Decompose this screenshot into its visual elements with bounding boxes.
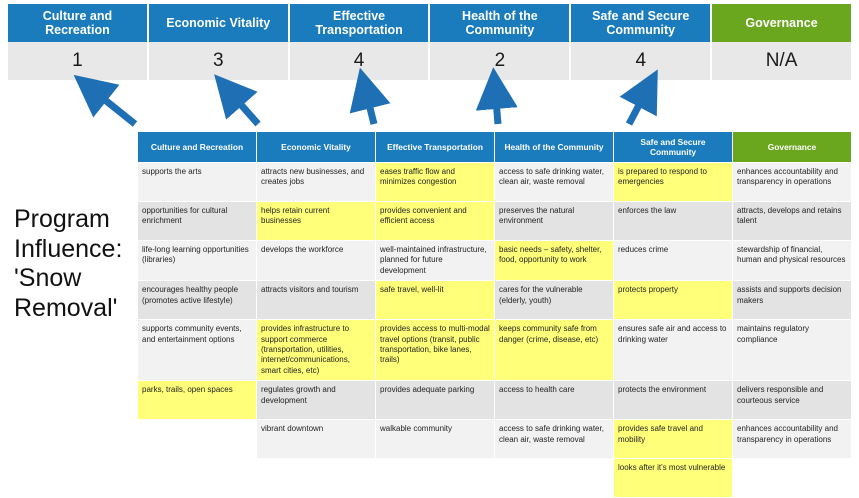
- matrix-header-row: [138, 132, 852, 163]
- table-row: [138, 281, 852, 320]
- score-governance: N/A: [712, 42, 851, 80]
- matrix-cell[interactable]: stewardship of financial, human and physical resources: [733, 241, 852, 281]
- table-row: [138, 459, 852, 498]
- matrix-cell[interactable]: keeps community safe from danger (crime, disease, etc): [495, 320, 614, 381]
- goal-header-effective-transportation[interactable]: [290, 4, 431, 42]
- matrix-cell[interactable]: enhances accountability and transparency in operations: [733, 420, 852, 459]
- matrix-cell[interactable]: reduces crime: [614, 241, 733, 281]
- program-influence-caption: Program Influence: 'Snow Removal': [14, 205, 123, 322]
- matrix-body: [138, 163, 852, 498]
- matrix-header-culture-and-recreation[interactable]: Culture and Recreation: [138, 132, 257, 163]
- matrix-cell[interactable]: develops the workforce: [257, 241, 376, 281]
- matrix-header-safe-and-secure-community[interactable]: Safe and Secure Community: [614, 132, 733, 163]
- matrix-header-health-of-the-community[interactable]: Health of the Community: [495, 132, 614, 163]
- matrix-cell[interactable]: maintains regulatory compliance: [733, 320, 852, 381]
- table-row: [138, 241, 852, 281]
- matrix-cell[interactable]: assists and supports decision makers: [733, 281, 852, 320]
- matrix-cell[interactable]: provides safe travel and mobility: [614, 420, 733, 459]
- matrix-cell[interactable]: access to safe drinking water, clean air, waste removal: [495, 420, 614, 459]
- matrix-header-governance[interactable]: Governance: [733, 132, 852, 163]
- goal-header-safe-and-secure-community[interactable]: [571, 4, 712, 42]
- goal-header-label: Governance: [745, 15, 818, 30]
- matrix-cell[interactable]: attracts, develops and retains talent: [733, 202, 852, 241]
- matrix-cell[interactable]: cares for the vulnerable (elderly, youth): [495, 281, 614, 320]
- matrix-cell[interactable]: attracts new businesses, and creates jobs: [257, 163, 376, 202]
- goal-header-culture-and-recreation[interactable]: [8, 4, 149, 42]
- matrix-cell[interactable]: supports the arts: [138, 163, 257, 202]
- goal-header-health-of-the-community[interactable]: [430, 4, 571, 42]
- arrow-up-left-icon-2: [228, 90, 258, 124]
- matrix-cell[interactable]: provides infrastructure to support commerce (transportation, utilities, internet/communications, smart cities, etc): [257, 320, 376, 381]
- matrix-cell[interactable]: is prepared to respond to emergencies: [614, 163, 733, 202]
- matrix-cell[interactable]: access to safe drinking water, clean air, waste removal: [495, 163, 614, 202]
- matrix-cell: [733, 459, 852, 498]
- goal-header-label: Safe and Secure Community: [592, 8, 690, 37]
- matrix-cell[interactable]: safe travel, well-lit: [376, 281, 495, 320]
- table-row: [138, 320, 852, 381]
- matrix-cell: [257, 459, 376, 498]
- matrix-cell: [495, 459, 614, 498]
- score-safe-and-secure-community: 4: [571, 42, 712, 80]
- table-row: [138, 163, 852, 202]
- matrix-cell[interactable]: regulates growth and development: [257, 381, 376, 420]
- table-row: [138, 202, 852, 241]
- matrix-cell: [138, 459, 257, 498]
- matrix-cell[interactable]: enforces the law: [614, 202, 733, 241]
- matrix-cell[interactable]: provides access to multi-modal travel options (transit, public transportation, bike lanes, trails): [376, 320, 495, 381]
- matrix-cell[interactable]: basic needs – safety, shelter, food, opportunity to work: [495, 241, 614, 281]
- matrix-header-economic-vitality[interactable]: Economic Vitality: [257, 132, 376, 163]
- goal-statement-matrix: [137, 131, 852, 498]
- arrow-up-left-icon-1: [90, 88, 135, 124]
- score-economic-vitality: 3: [149, 42, 290, 80]
- score-effective-transportation: 4: [290, 42, 431, 80]
- score-culture-and-recreation: 1: [8, 42, 149, 80]
- matrix-cell[interactable]: access to health care: [495, 381, 614, 420]
- matrix-cell[interactable]: life-long learning opportunities (libraries): [138, 241, 257, 281]
- matrix-header-effective-transportation[interactable]: Effective Transportation: [376, 132, 495, 163]
- table-row: [138, 381, 852, 420]
- goal-header-strip: [8, 4, 851, 42]
- matrix-cell[interactable]: enhances accountability and transparency in operations: [733, 163, 852, 202]
- score-health-of-the-community: 2: [430, 42, 571, 80]
- arrow-up-left-icon-4: [495, 88, 498, 124]
- matrix-cell[interactable]: well-maintained infrastructure, planned for future development: [376, 241, 495, 281]
- matrix-cell[interactable]: supports community events, and entertainment options: [138, 320, 257, 381]
- table-row: [138, 420, 852, 459]
- matrix-cell[interactable]: protects property: [614, 281, 733, 320]
- matrix-cell[interactable]: provides adequate parking: [376, 381, 495, 420]
- matrix-cell[interactable]: encourages healthy people (promotes active lifestyle): [138, 281, 257, 320]
- matrix-cell[interactable]: opportunities for cultural enrichment: [138, 202, 257, 241]
- goal-header-label: Culture and Recreation: [42, 8, 113, 37]
- matrix-cell[interactable]: ensures safe air and access to drinking water: [614, 320, 733, 381]
- matrix-cell[interactable]: eases traffic flow and minimizes congestion: [376, 163, 495, 202]
- matrix-cell[interactable]: looks after it's most vulnerable: [614, 459, 733, 498]
- goal-header-label: Effective Transportation: [315, 8, 403, 37]
- arrow-up-left-icon-5: [629, 88, 648, 124]
- matrix-cell[interactable]: walkable community: [376, 420, 495, 459]
- matrix-cell[interactable]: helps retain current businesses: [257, 202, 376, 241]
- matrix-cell: [376, 459, 495, 498]
- arrow-up-left-icon-3: [365, 88, 374, 124]
- matrix-cell[interactable]: attracts visitors and tourism: [257, 281, 376, 320]
- matrix-cell: [138, 420, 257, 459]
- goal-header-label: Economic Vitality: [166, 15, 271, 30]
- matrix-cell[interactable]: parks, trails, open spaces: [138, 381, 257, 420]
- matrix-cell[interactable]: preserves the natural environment: [495, 202, 614, 241]
- matrix-cell[interactable]: provides convenient and efficient access: [376, 202, 495, 241]
- matrix-cell[interactable]: vibrant downtown: [257, 420, 376, 459]
- goal-header-label: Health of the Community: [462, 8, 538, 37]
- score-strip: [8, 42, 851, 80]
- matrix-cell[interactable]: delivers responsible and courteous service: [733, 381, 852, 420]
- goal-header-economic-vitality[interactable]: [149, 4, 290, 42]
- goal-header-governance[interactable]: [712, 4, 851, 42]
- matrix-cell[interactable]: protects the environment: [614, 381, 733, 420]
